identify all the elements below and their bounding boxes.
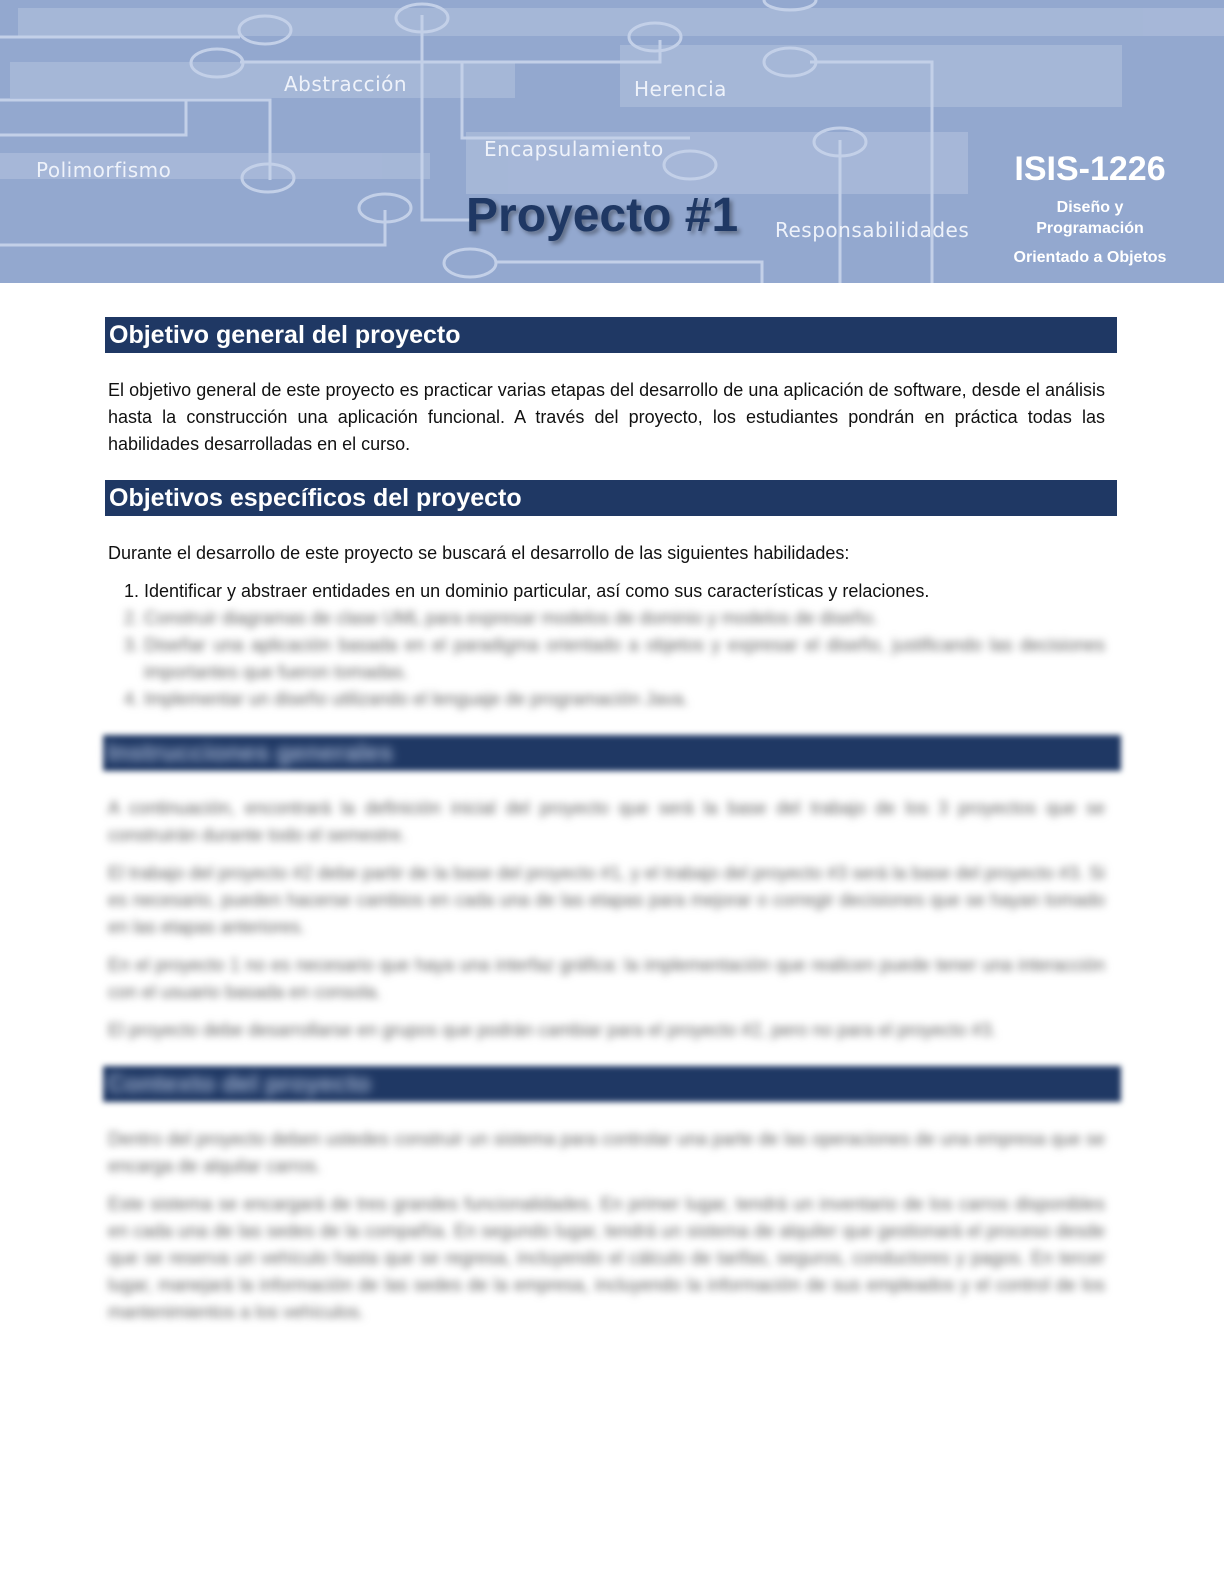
section-heading: Objetivos específicos del proyecto bbox=[105, 480, 1117, 516]
paragraph: En el proyecto 1 no es necesario que haya una interfaz gráfica: la implementación que realicen puede tener una interacción con el usuario basada en consola. bbox=[108, 955, 1105, 1002]
paragraph: Este sistema se encargará de tres grandes funcionalidades. En primer lugar, tendrá un inventario de los carros disponibles en cada una de las sedes de la compañía. En segundo lugar, tendrá un sistema de alquiler que gestionará el proceso desde que se reserva un vehículo hasta que se regresa, incluyendo el cálculo de tarifas, seguros, conductores y pagos. En tercer lugar, manejará la información de las sedes de la empresa, incluyendo la información de sus empleados y el control de los mantenimientos a los vehículos. bbox=[108, 1194, 1105, 1322]
course-name-line1: Diseño y Programación bbox=[1036, 199, 1144, 237]
course-name-line2: Orientado a Objetos bbox=[1013, 249, 1167, 266]
paragraph: Dentro del proyecto deben ustedes construir un sistema para controlar una parte de las operaciones de una empresa que se encarga de alquilar carros. bbox=[108, 1129, 1105, 1176]
document-body bbox=[105, 317, 1117, 1348]
section-body bbox=[108, 1126, 1105, 1326]
list-item: 4. Implementar un diseño utilizando el lenguaje de programación Java. bbox=[144, 686, 1105, 713]
objectives-list bbox=[108, 578, 1105, 713]
list-item: 2. Construir diagramas de clase UML para expresar modelos de dominio y modelos de diseño. bbox=[144, 605, 1105, 632]
section-intro: Durante el desarrollo de este proyecto se buscará el desarrollo de las siguientes habilidades: bbox=[108, 543, 850, 563]
concept-label: Herencia bbox=[634, 77, 727, 101]
concept-label: Abstracción bbox=[284, 72, 408, 96]
course-info bbox=[1005, 150, 1175, 268]
concept-label: Encapsulamiento bbox=[484, 137, 664, 161]
paragraph: El proyecto debe desarrollarse en grupos que podrán cambiar para el proyecto #2, pero no para el proyecto #3. bbox=[108, 1020, 997, 1040]
list-item: 3. Diseñar una aplicación basada en el paradigma orientado a objetos y expresar el diseño, justificando las decisiones importantes que fueron tomadas. bbox=[144, 632, 1105, 686]
list-item: 1. Identificar y abstraer entidades en un dominio particular, así como sus características y relaciones. bbox=[144, 578, 1105, 605]
header-banner bbox=[0, 0, 1224, 283]
concept-label: Polimorfismo bbox=[36, 158, 172, 182]
document-title: Proyecto #1 bbox=[466, 189, 739, 242]
section-heading bbox=[103, 735, 1121, 771]
section-heading bbox=[103, 1066, 1121, 1102]
section-heading-text: Instrucciones generales bbox=[107, 739, 394, 767]
paragraph: El trabajo del proyecto #2 debe partir de la base del proyecto #1, y el trabajo del proyecto #3 será la base del proyecto #3. Si es necesario, pueden hacerse cambios en cada una de las etapas para mejorar o corregir decisiones que se hayan tomado en las etapas anteriores. bbox=[108, 863, 1105, 937]
course-code: ISIS-1226 bbox=[1014, 150, 1166, 188]
section-body bbox=[108, 795, 1105, 1044]
section-body: El objetivo general de este proyecto es practicar varias etapas del desarrollo de una aplicación de software, desde el análisis hasta la construcción una aplicación funcional. A través del proyecto, los estudiantes pondrán en práctica todas las habilidades desarrolladas en el curso. bbox=[108, 380, 1105, 454]
section-heading-text: Contexto del proyecto bbox=[107, 1070, 371, 1098]
concept-label: Responsabilidades bbox=[775, 218, 970, 242]
paragraph: A continuación, encontrará la definición inicial del proyecto que será la base del trabajo de los 3 proyectos que se construirán durante todo el semestre. bbox=[108, 798, 1105, 845]
section-heading: Objetivo general del proyecto bbox=[105, 317, 1117, 353]
